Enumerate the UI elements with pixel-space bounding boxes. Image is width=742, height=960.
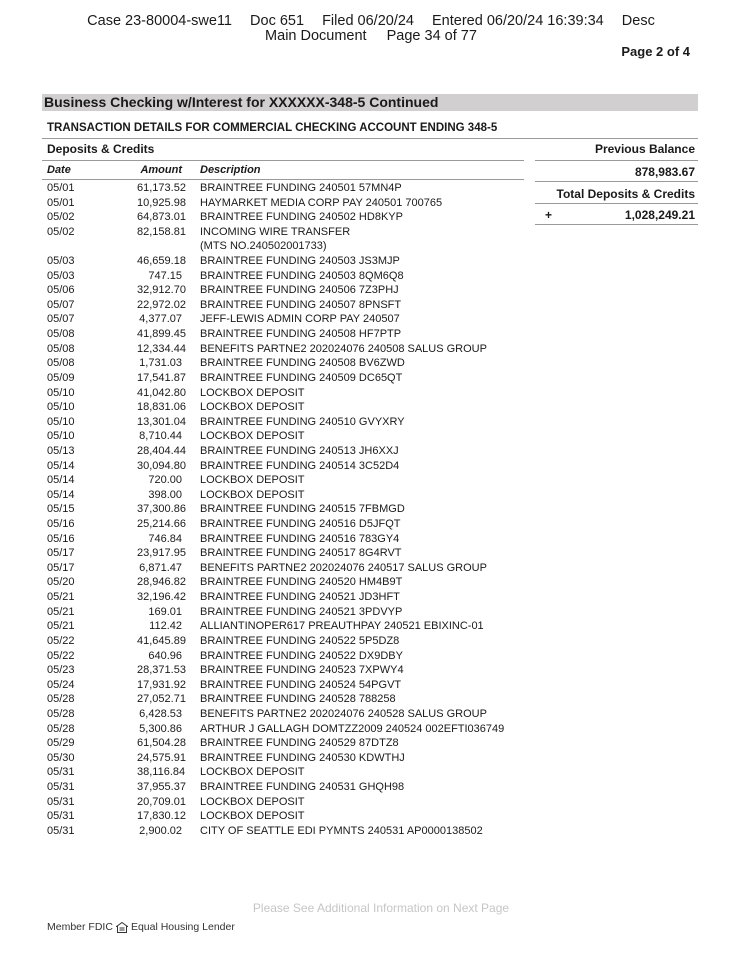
transaction-date: 05/06 (47, 284, 75, 297)
transaction-date: 05/07 (47, 298, 75, 311)
transaction-description: BRAINTREE FUNDING 240517 8G4RVT (200, 547, 402, 560)
table-row (47, 371, 527, 386)
transaction-description: BRAINTREE FUNDING 240522 5P5DZ8 (200, 634, 400, 647)
transaction-date: 05/28 (47, 722, 75, 735)
transaction-date: 05/08 (47, 357, 75, 370)
transaction-date: 05/29 (47, 737, 75, 750)
transaction-amount: 61,504.28 (137, 737, 186, 750)
transaction-description: BRAINTREE FUNDING 240523 7XPWY4 (200, 664, 404, 677)
next-page-note: Please See Additional Information on Next Page (252, 901, 510, 915)
transaction-date: 05/28 (47, 693, 75, 706)
transaction-date: 05/22 (47, 649, 75, 662)
transaction-amount: 38,116.84 (137, 766, 186, 779)
doc-number: Doc 651 (250, 13, 305, 29)
transaction-description: BRAINTREE FUNDING 240520 HM4B9T (200, 576, 403, 589)
total-sign: + (545, 208, 553, 222)
table-row (47, 809, 527, 824)
table-row (47, 692, 527, 707)
transaction-amount: 64,873.01 (137, 211, 186, 224)
table-row (47, 283, 527, 298)
table-row (47, 488, 527, 503)
table-row (47, 225, 527, 240)
transaction-description: BRAINTREE FUNDING 240516 D5JFQT (200, 518, 401, 531)
transaction-amount: 6,871.47 (139, 561, 182, 574)
transaction-date: 05/17 (47, 561, 75, 574)
table-row (47, 269, 527, 284)
transaction-date: 05/10 (47, 386, 75, 399)
table-row (47, 532, 527, 547)
transaction-date: 05/03 (47, 269, 75, 282)
transaction-amount: 25,214.66 (137, 518, 186, 531)
transaction-date: 05/31 (47, 824, 75, 837)
table-row (47, 327, 527, 342)
filed-date: Filed 06/20/24 (322, 13, 414, 29)
transaction-date: 05/16 (47, 518, 75, 531)
transaction-description: BRAINTREE FUNDING 240530 KDWTHJ (200, 751, 405, 764)
transaction-amount: 1,731.03 (139, 357, 182, 370)
transaction-date: 05/21 (47, 620, 75, 633)
transaction-description: BRAINTREE FUNDING 240501 57MN4P (200, 182, 402, 194)
column-header-date: Date (47, 164, 71, 176)
transaction-amount: 37,955.37 (137, 780, 186, 793)
table-row (47, 824, 527, 839)
transaction-date: 05/07 (47, 313, 75, 326)
transaction-description: BRAINTREE FUNDING 240509 DC65QT (200, 371, 403, 384)
transaction-description: CITY OF SEATTLE EDI PYMNTS 240531 AP0000138502 (200, 824, 483, 837)
transaction-amount: 12,334.44 (137, 342, 186, 355)
transaction-amount: 747.15 (148, 269, 182, 282)
table-row (47, 312, 527, 327)
table-row (47, 575, 527, 590)
transaction-date: 05/14 (47, 474, 75, 487)
transaction-date: 05/02 (47, 211, 75, 224)
transaction-description: BRAINTREE FUNDING 240529 87DTZ8 (200, 737, 399, 750)
transaction-amount: 5,300.86 (139, 722, 182, 735)
transaction-amount: 720.00 (148, 474, 182, 487)
transaction-description: LOCKBOX DEPOSIT (200, 386, 305, 399)
table-row (47, 634, 527, 649)
transaction-amount: 169.01 (148, 605, 182, 618)
table-row (47, 342, 527, 357)
table-row (47, 400, 527, 415)
transaction-amount: 23,917.95 (137, 547, 186, 560)
transaction-amount: 41,645.89 (137, 634, 186, 647)
transaction-date: 05/09 (47, 371, 75, 384)
transaction-amount: 82,158.81 (137, 225, 186, 238)
transaction-amount: 17,830.12 (137, 810, 186, 823)
table-row (47, 751, 527, 766)
table-row (47, 780, 527, 795)
transaction-description: BRAINTREE FUNDING 240521 JD3HFT (200, 591, 400, 604)
transaction-amount: 61,173.52 (137, 182, 186, 194)
statement-page-number: Page 2 of 4 (621, 44, 690, 59)
transaction-date: 05/31 (47, 780, 75, 793)
table-row (47, 517, 527, 532)
total-deposits-value: 1,028,249.21 (624, 208, 695, 222)
table-row (47, 590, 527, 605)
transaction-amount: 4,377.07 (139, 313, 182, 326)
transaction-amount: 112.42 (149, 620, 182, 633)
transaction-description: LOCKBOX DEPOSIT (200, 430, 305, 443)
column-header-amount: Amount (140, 164, 182, 176)
transaction-amount: 28,371.53 (137, 664, 186, 677)
divider (535, 224, 698, 225)
transaction-description: BRAINTREE FUNDING 240515 7FBMGD (200, 503, 405, 516)
transaction-date (47, 239, 137, 254)
transaction-amount: 746.84 (148, 532, 182, 545)
transaction-date: 05/10 (47, 401, 75, 414)
member-fdic-label: Member FDIC (47, 921, 113, 933)
transaction-amount: 30,094.80 (137, 459, 186, 472)
transaction-amount: 46,659.18 (137, 255, 186, 268)
transaction-amount: 32,912.70 (137, 284, 186, 297)
table-row (47, 722, 527, 737)
transaction-date: 05/22 (47, 634, 75, 647)
transaction-amount: 398.00 (148, 488, 182, 501)
transaction-amount: 22,972.02 (137, 298, 186, 311)
transaction-amount: 10,925.98 (137, 196, 186, 209)
transaction-description: BRAINTREE FUNDING 240516 783GY4 (200, 532, 400, 545)
transaction-amount: 20,709.01 (137, 795, 186, 808)
table-row (47, 298, 527, 313)
transaction-description: LOCKBOX DEPOSIT (200, 766, 305, 779)
transaction-description: BRAINTREE FUNDING 240507 8PNSFT (200, 298, 402, 311)
transaction-date: 05/16 (47, 532, 75, 545)
transaction-amount (137, 239, 182, 254)
transaction-amount: 6,428.53 (139, 707, 182, 720)
transaction-date: 05/01 (47, 182, 75, 194)
table-row (47, 254, 527, 269)
transaction-description: ARTHUR J GALLAGH DOMTZZ2009 240524 002EFTI036749 (200, 722, 505, 735)
transaction-description: LOCKBOX DEPOSIT (200, 795, 305, 808)
transaction-date: 05/31 (47, 795, 75, 808)
divider (42, 138, 698, 139)
transaction-amount: 13,301.04 (137, 415, 186, 428)
transaction-date: 05/10 (47, 415, 75, 428)
table-row (47, 196, 527, 211)
transaction-description: JEFF-LEWIS ADMIN CORP PAY 240507 (200, 313, 400, 326)
transaction-amount: 17,541.87 (137, 371, 186, 384)
transaction-date: 05/08 (47, 342, 75, 355)
table-row (47, 707, 527, 722)
transaction-description: BRAINTREE FUNDING 240528 788258 (200, 693, 396, 706)
transaction-date: 05/30 (47, 751, 75, 764)
filing-page-number: Page 34 of 77 (386, 28, 477, 44)
table-row (47, 649, 527, 664)
transaction-description: BRAINTREE FUNDING 240522 DX9DBY (200, 649, 403, 662)
table-row (47, 429, 527, 444)
transaction-date: 05/24 (47, 678, 75, 691)
transaction-amount: 2,900.02 (139, 824, 182, 837)
transaction-description: BRAINTREE FUNDING 240506 7Z3PHJ (200, 284, 399, 297)
table-row (47, 386, 527, 401)
desc-label: Desc (621, 13, 655, 29)
transaction-amount: 41,899.45 (137, 328, 186, 341)
table-row (47, 561, 527, 576)
table-row (47, 605, 527, 620)
transaction-date: 05/15 (47, 503, 75, 516)
transaction-description: BRAINTREE FUNDING 240503 8QM6Q8 (200, 269, 404, 282)
transaction-date: 05/14 (47, 459, 75, 472)
table-row (47, 181, 527, 196)
transaction-description: BENEFITS PARTNE2 202024076 240517 SALUS GROUP (200, 561, 487, 574)
transaction-description: BRAINTREE FUNDING 240502 HD8KYP (200, 211, 403, 224)
transaction-date: 05/28 (47, 707, 75, 720)
transaction-description: INCOMING WIRE TRANSFER (200, 225, 351, 238)
fdic-footer (47, 921, 235, 933)
table-row (47, 736, 527, 751)
table-row (47, 619, 527, 634)
table-row (47, 239, 527, 254)
previous-balance-label: Previous Balance (594, 142, 695, 156)
transaction-date: 05/31 (47, 810, 75, 823)
equal-housing-icon (116, 922, 128, 933)
transaction-date: 05/20 (47, 576, 75, 589)
table-row (47, 795, 527, 810)
case-number: Case 23-80004-swe11 (87, 13, 232, 29)
transaction-amount: 24,575.91 (137, 751, 186, 764)
transaction-amount: 37,300.86 (137, 503, 186, 516)
transaction-amount: 27,052.71 (137, 693, 186, 706)
table-row (47, 678, 527, 693)
main-document-label: Main Document (265, 28, 367, 44)
table-row (47, 663, 527, 678)
transaction-description: BENEFITS PARTNE2 202024076 240528 SALUS GROUP (200, 707, 487, 720)
transaction-amount: 8,710.44 (139, 430, 182, 443)
transaction-date: 05/21 (47, 605, 75, 618)
table-row (47, 444, 527, 459)
divider (535, 203, 698, 204)
equal-housing-label: Equal Housing Lender (130, 921, 235, 933)
total-deposits-label: Total Deposits & Credits (556, 187, 695, 201)
transaction-amount: 17,931.92 (137, 678, 186, 691)
transaction-description: BRAINTREE FUNDING 240510 GVYXRY (200, 415, 405, 428)
transaction-date: 05/03 (47, 255, 75, 268)
previous-balance-value: 878,983.67 (634, 165, 695, 179)
transaction-date: 05/31 (47, 766, 75, 779)
transaction-amount: 28,946.82 (137, 576, 186, 589)
table-row (47, 415, 527, 430)
transaction-details-subtitle: TRANSACTION DETAILS FOR COMMERCIAL CHECKING ACCOUNT ENDING 348-5 (47, 122, 498, 134)
case-header (0, 14, 742, 44)
table-row (47, 210, 527, 225)
transaction-date: 05/08 (47, 328, 75, 341)
entered-date: Entered 06/20/24 16:39:34 (432, 13, 604, 29)
transaction-description: BRAINTREE FUNDING 240521 3PDVYP (200, 605, 403, 618)
transaction-description: BRAINTREE FUNDING 240513 JH6XXJ (200, 444, 399, 457)
transaction-date: 05/17 (47, 547, 75, 560)
section-title: Business Checking w/Interest for XXXXXX-348-5 Continued (42, 94, 698, 111)
table-row (47, 459, 527, 474)
deposits-credits-title: Deposits & Credits (47, 142, 155, 156)
transaction-date: 05/23 (47, 664, 75, 677)
divider (535, 181, 698, 182)
transaction-description: LOCKBOX DEPOSIT (200, 401, 305, 414)
transaction-description: LOCKBOX DEPOSIT (200, 474, 305, 487)
transaction-amount: 640.96 (148, 649, 182, 662)
transaction-date: 05/13 (47, 444, 75, 457)
transaction-description: BENEFITS PARTNE2 202024076 240508 SALUS GROUP (200, 342, 487, 355)
transaction-date: 05/14 (47, 488, 75, 501)
transaction-description: ALLIANTINOPER617 PREAUTHPAY 240521 EBIXINC-01 (200, 620, 484, 633)
table-row (47, 765, 527, 780)
table-row (47, 502, 527, 517)
transaction-amount: 32,196.42 (137, 591, 186, 604)
transaction-date: 05/01 (47, 196, 75, 209)
transaction-date: 05/10 (47, 430, 75, 443)
transaction-description: HAYMARKET MEDIA CORP PAY 240501 700765 (200, 196, 443, 209)
transaction-description: BRAINTREE FUNDING 240514 3C52D4 (200, 459, 400, 472)
transactions-table (47, 181, 527, 838)
column-header-description: Description (200, 164, 261, 176)
divider (42, 179, 524, 180)
transaction-description: BRAINTREE FUNDING 240508 BV6ZWD (200, 357, 405, 370)
table-row (47, 473, 527, 488)
table-row (47, 546, 527, 561)
transaction-description: BRAINTREE FUNDING 240524 54PGVT (200, 678, 402, 691)
transaction-amount: 18,831.06 (137, 401, 186, 414)
divider (535, 160, 698, 161)
transaction-description: LOCKBOX DEPOSIT (200, 488, 305, 501)
transaction-description: BRAINTREE FUNDING 240531 GHQH98 (200, 780, 405, 793)
transaction-amount: 28,404.44 (137, 444, 186, 457)
table-row (47, 356, 527, 371)
divider (42, 160, 524, 161)
transaction-date: 05/21 (47, 591, 75, 604)
transaction-description: (MTS NO.240502001733) (200, 240, 327, 253)
transaction-amount: 41,042.80 (137, 386, 186, 399)
transaction-description: LOCKBOX DEPOSIT (200, 810, 305, 823)
transaction-description: BRAINTREE FUNDING 240503 JS3MJP (200, 255, 400, 268)
transaction-date: 05/02 (47, 225, 75, 238)
transaction-description: BRAINTREE FUNDING 240508 HF7PTP (200, 328, 402, 341)
